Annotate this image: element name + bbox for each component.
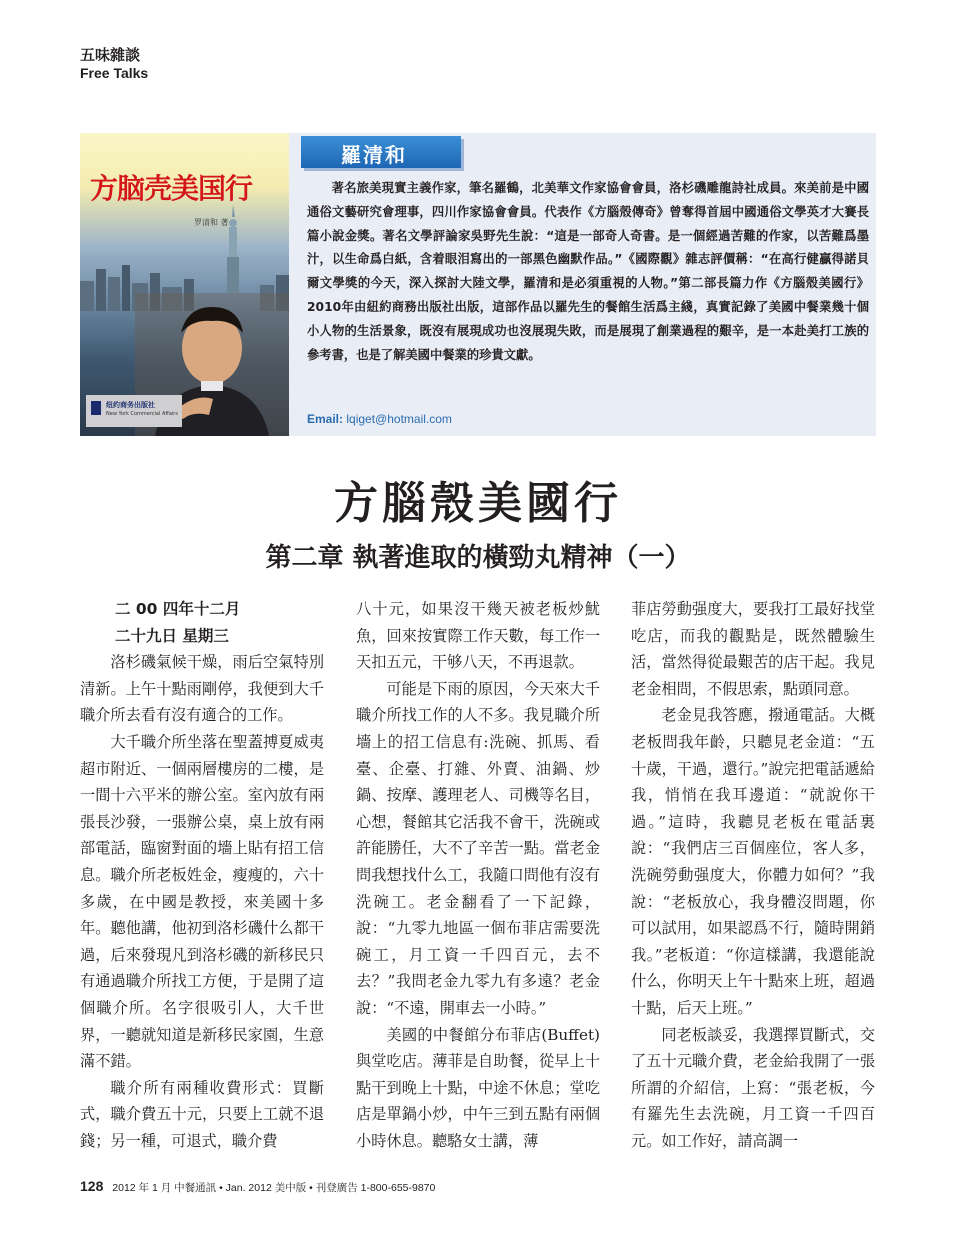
publisher-name-chinese: 纽约商务出版社 <box>106 401 155 409</box>
article-paragraph: 大千職介所坐落在聖蓋搏夏威夷超市附近、一個兩層樓房的二樓，是一間十六平米的辦公室。室內放有兩張長沙發，一張辦公桌，桌上放有兩部電話，臨窗對面的墻上貼有招工信息。職介所老板姓金，瘦瘦的，六十多歲，在中國是教授，來美國十多年。聽他講，他初到洛杉磯什么都干過，后來發現凡到洛杉磯的新移民只有通過職介所找工方便，于是開了這個職介所。名字很吸引人，大千世界，一聽就知道是新移民家園，生意滿不錯。 <box>80 732 324 1071</box>
article-paragraph: 八十元，如果沒干幾天被老板炒魷魚，回來按實際工作天數，每工作一天扣五元，干够八天，不再退款。 <box>356 600 600 672</box>
article-paragraph: 同老板談妥，我選擇買斷式，交了五十元職介費，老金給我開了一張所謂的介紹信，上寫：“張老板，今有羅先生去洗碗，月工資一千四百元。如工作好，請高調一 <box>631 1025 875 1150</box>
article-date-line-1: 二 00 四年十二月 <box>115 600 241 618</box>
publisher-name-english: New York Commercial Affairs <box>106 411 178 417</box>
footer-text: 2012 年 1 月 中餐通訊 • Jan. 2012 美中版 • 刊登廣告 1-800-655-9870 <box>112 1182 436 1194</box>
page-number: 128 <box>80 1178 104 1194</box>
author-bio-text <box>307 177 869 367</box>
article-paragraph: 職介所有兩種收費形式：買斷式，職介費五十元，只要上工就不退錢；另一種，可退式，職介費 <box>80 1078 324 1150</box>
publisher-label <box>86 395 182 427</box>
article-column-1 <box>80 596 324 1154</box>
author-email <box>307 412 452 426</box>
article-paragraph: 美國的中餐館分布菲店(Buffet)與堂吃店。薄菲是自助餐，從早上十點干到晚上十點，中途不休息；堂吃店是單鍋小炒，中午三到五點有兩個小時休息。聽駱女士講，薄 <box>356 1025 600 1150</box>
publisher-logo-icon <box>91 401 101 415</box>
article-column-3 <box>631 596 875 1154</box>
article-paragraph: 可能是下雨的原因，今天來大千職介所找工作的人不多。我見職介所墻上的招工信息有:洗碗、抓馬、看臺、企臺、打雜、外賣、油鍋、炒鍋、按摩、護理老人、司機等名目，心想，餐館其它活我不會干，洗碗或許能勝任，大不了辛苦一點。當老金問我想找什么工，我隨口問他有沒有洗碗工。老金翻看了一下記錄，說：“九零九地區一個布菲店需要洗碗工，月工資一千四百元，去不去？”我問老金九零九有多遠？老金說：“不遠，開車去一小時。” <box>356 679 600 1017</box>
author-name-tab <box>301 136 461 168</box>
author-name: 羅清和 <box>341 143 407 167</box>
article-date-line-2: 二十九日 星期三 <box>115 626 229 645</box>
email-label: Email: <box>307 412 344 426</box>
article-paragraph: 老金見我答應，撥通電話。大概老板問我年齡，只聽見老金道：“五十歲，干過，還行。”說完把電話遞給我，悄悄在我耳邊道：“就說你干過。”這時，我聽見老板在電話裏說：“我們店三百個座位，客人多，洗碗勞動强度大，你體力如何？”我說：“老板放心，我身體沒問題，你可以試用，如果認爲不行，隨時開銷我。”老板道：“你這樣講，我還能說什么，你明天上午十點來上班，超過十點，后天上班。” <box>631 706 875 1017</box>
section-title-english: Free Talks <box>80 65 149 81</box>
article-paragraph: 菲店勞動强度大，要我打工最好找堂吃店，而我的觀點是，既然體驗生活，當然得從最艱苦的店干起。我見老金相問，不假思索，點頭同意。 <box>631 600 875 698</box>
article-paragraph: 洛杉磯氣候干燥，雨后空氣特別清新。上午十點雨剛停，我便到大千職介所去看有沒有適合的工作。 <box>80 653 324 725</box>
article-title: 方腦殼美國行 <box>334 478 622 529</box>
section-header <box>80 46 148 82</box>
page-footer <box>80 1178 435 1195</box>
email-address[interactable]: lqiget@hotmail.com <box>346 412 452 426</box>
author-bio-paragraph: 著名旅美現實主義作家，筆名羅鶴，北美華文作家協會會員，洛杉磯雕龍詩社成員。來美前是中國通俗文藝研究會理事，四川作家協會會員。代表作《方腦殼傳奇》曾奪得首屆中國通俗文學英才大賽長篇小說金獎。著名文學評論家吳野先生說：“這是一部奇人奇書。是一個經過苦難的作家，以苦難爲墨汁，以生命爲白紙，含着眼泪寫出的一部黑色幽默作品。”《國際觀》雜志評價稱：“在高行健贏得諾貝爾文學獎的今天，深入探討大陸文學，羅清和是必須重視的人物。”第二部長篇力作《方腦殼美國行》2010年由紐約商務出版社出版，這部作品以羅先生的餐館生活爲主綫，真實記錄了美國中餐業幾十個小人物的生活景象，既沒有展現成功也沒展現失敗，而是展現了創業過程的艱辛，是一本赴美打工族的參考書，也是了解美國中餐業的珍貴文獻。 <box>307 181 869 362</box>
book-cover-image <box>80 133 289 436</box>
article-subtitle: 第二章 執著進取的橫勁丸精神（一） <box>265 543 691 573</box>
book-cover-author: 罗清和 著 <box>194 218 229 227</box>
section-title-chinese: 五味雜談 <box>80 46 141 64</box>
article-column-2 <box>356 596 600 1154</box>
book-cover-title: 方脑壳美国行 <box>90 172 253 205</box>
